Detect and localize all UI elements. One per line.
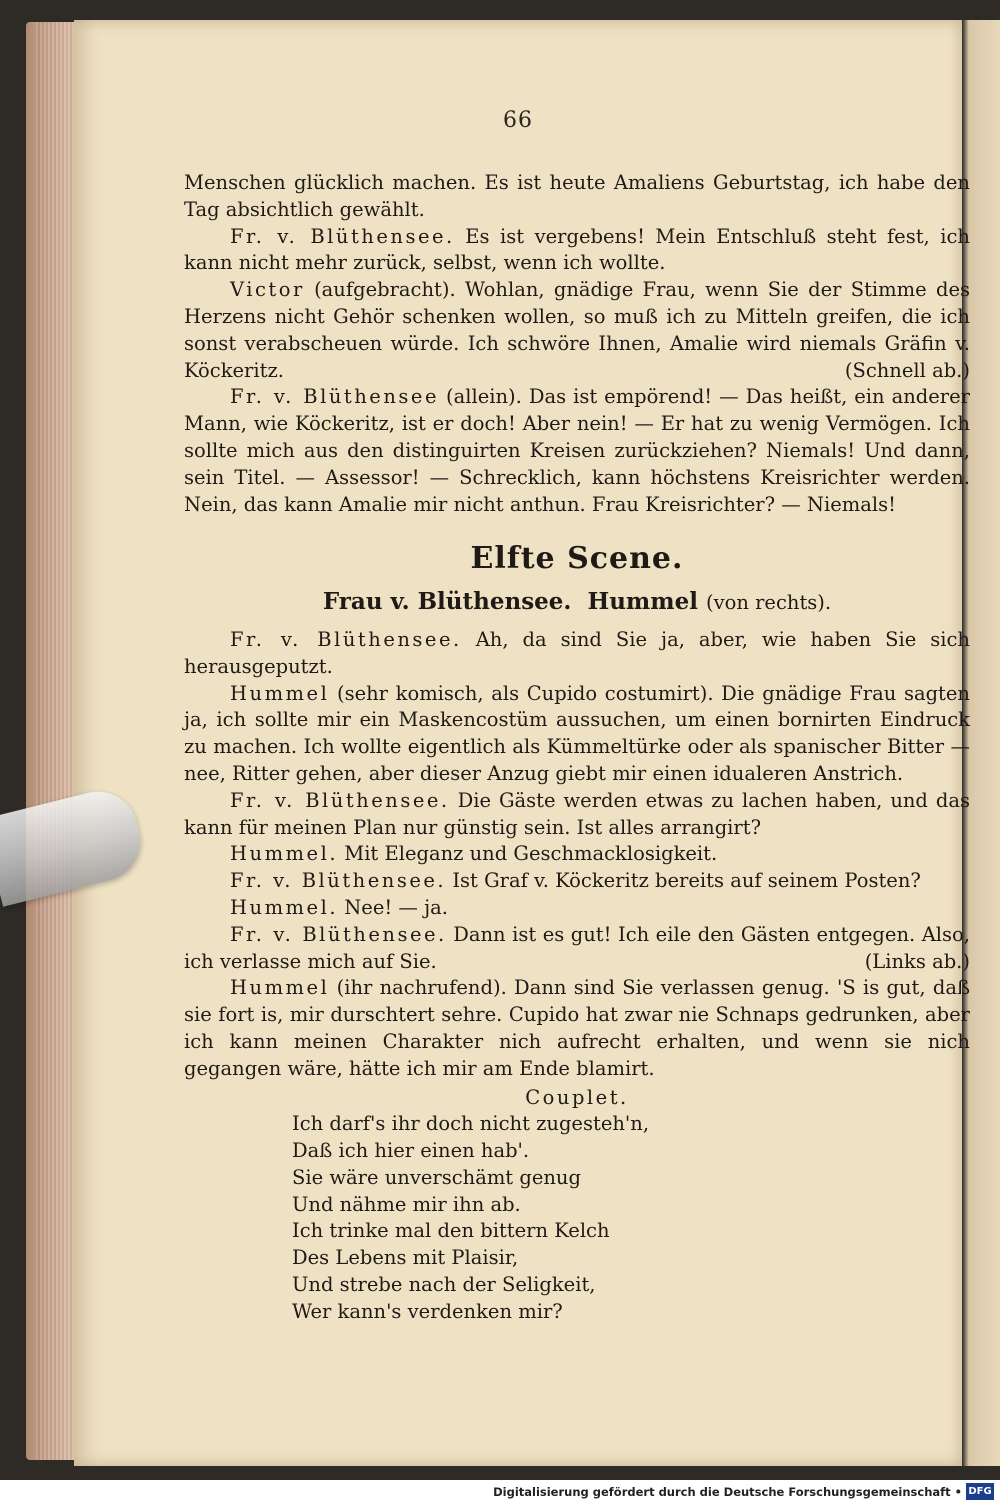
dfg-logo-icon: DFG bbox=[966, 1483, 994, 1500]
couplet-title: Couplet. bbox=[525, 1085, 629, 1109]
footer-credit: Digitalisierung gefördert durch die Deutsche Forschungsgemeinschaft • bbox=[493, 1485, 962, 1499]
verse-line: Ich darf's ihr doch nicht zugesteh'n, bbox=[292, 1112, 650, 1136]
scene-cast: Frau v. Blüthensee. Hummel (von rechts). bbox=[322, 588, 832, 616]
page-number: 66 bbox=[503, 108, 533, 133]
paragraph: Fr. v. Blüthensee. Ist Graf v. Köckeritz bereits auf seinem Posten? bbox=[230, 869, 921, 893]
verse-line: Sie wäre unverschämt genug bbox=[292, 1165, 581, 1189]
page-text bbox=[184, 170, 970, 1326]
speaker: Fr. v. Blüthensee. bbox=[230, 627, 462, 651]
paragraph: Fr. v. Blüthensee (allein). Das ist empörend! — Das heißt, ein anderer Mann, wie Köckeritz, ist er doch! Aber nein! — Er hat zu wenig Vermögen. Ich sollte mich aus den distinguirten Kreisen zurückziehen? Niemals! Und dann, sein Titel. — Assessor! — Schrecklich, kann höchstens Kreisrichter werden. Nein, das kann Amalie mir nicht anthun. Frau Kreisrichter? — Niemals! bbox=[184, 385, 970, 516]
verse-line: Des Lebens mit Plaisir, bbox=[292, 1246, 519, 1270]
paragraph: Hummel. Nee! — ja. bbox=[230, 895, 448, 919]
speaker: Fr. v. Blüthensee. bbox=[230, 869, 447, 893]
speaker: Hummel. bbox=[230, 895, 339, 919]
speaker: Hummel bbox=[230, 681, 330, 705]
scene-heading: Elfte Scene. bbox=[470, 541, 684, 577]
paragraph: Fr. v. Blüthensee. Ah, da sind Sie ja, aber, wie haben Sie sich herausgeputzt. bbox=[184, 627, 970, 678]
speaker: Fr. v. Blüthensee. bbox=[230, 788, 450, 812]
verse-line: Und strebe nach der Seligkeit, bbox=[292, 1273, 596, 1297]
paragraph: Menschen glücklich machen. Es ist heute Amaliens Geburtstag, ich habe den Tag absichtlich gewählt. bbox=[184, 171, 970, 221]
verse-line: Wer kann's verdenken mir? bbox=[292, 1299, 563, 1323]
stage-direction: (Schnell ab.) bbox=[844, 358, 970, 382]
paragraph: Fr. v. Blüthensee. Die Gäste werden etwas zu lachen haben, und das kann für meinen Plan nur günstig sein. Ist alles arrangirt? bbox=[184, 788, 970, 839]
footer-bar bbox=[0, 1480, 1000, 1504]
speaker: Fr. v. Blüthensee. bbox=[230, 922, 447, 946]
paragraph: Fr. v. Blüthensee. Es ist vergebens! Mein Entschluß steht fest, ich kann nicht mehr zurück, selbst, wenn ich wollte. bbox=[184, 224, 970, 275]
speaker: Hummel. bbox=[230, 842, 339, 866]
verse-line: Daß ich hier einen hab'. bbox=[292, 1139, 530, 1163]
paragraph: Fr. v. Blüthensee. Dann ist es gut! Ich eile den Gästen entgegen. Also, ich verlasse mich auf Sie. (Links ab.) bbox=[184, 922, 970, 976]
paragraph: Victor (aufgebracht). Wohlan, gnädige Frau, wenn Sie der Stimme des Herzens nicht Gehör schenken wollen, so muß ich zu Mitteln greifen, die ich sonst verabscheuen würde. Ich schwöre Ihnen, Amalie wird niemals Gräfin v. Köckeritz. (Schnell ab.) bbox=[184, 277, 970, 384]
verse bbox=[292, 1111, 970, 1325]
book-page bbox=[74, 20, 970, 1466]
speaker: Fr. v. Blüthensee bbox=[230, 385, 439, 409]
speaker: Victor bbox=[230, 278, 305, 302]
paragraph: Hummel. Mit Eleganz und Geschmacklosigkeit. bbox=[230, 842, 718, 866]
speaker: Fr. v. Blüthensee. bbox=[230, 224, 455, 248]
verse-line: Und nähme mir ihn ab. bbox=[292, 1192, 521, 1216]
verse-line: Ich trinke mal den bittern Kelch bbox=[292, 1219, 610, 1243]
speaker: Hummel bbox=[230, 976, 330, 1000]
paragraph: Hummel (ihr nachrufend). Dann sind Sie verlassen genug. 'S is gut, daß sie fort is, mir durschtert sehre. Cupido hat zwar nie Schnaps gedrunken, aber ich kann meinen Charakter nich aufrecht erhalten, und wenn sie nich gegangen wäre, hätte ich mir am Ende blamirt. bbox=[184, 976, 970, 1080]
paragraph: Hummel (sehr komisch, als Cupido costumirt). Die gnädige Frau sagten ja, ich sollte mir ein Maskencostüm aussuchen, um einen bornirten Eindruck zu machen. Ich wollte eigentlich als Kümmeltürke oder als spanischer Bitter — nee, Ritter gehen, aber dieser Anzug giebt mir einen idualeren Anstrich. bbox=[184, 681, 970, 785]
stage-direction: (Links ab.) bbox=[864, 949, 970, 973]
